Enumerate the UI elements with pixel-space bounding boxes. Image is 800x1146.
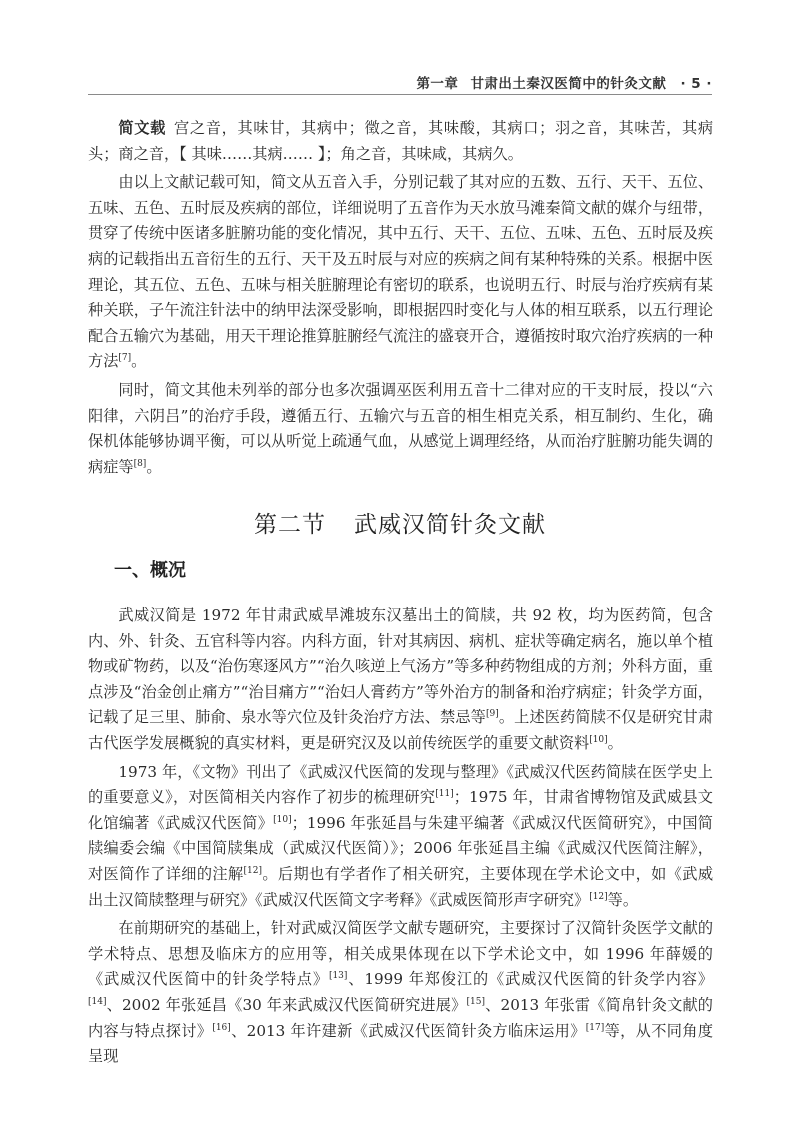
paragraph-text: 武威汉简是 1972 年甘肃武威旱滩坡东汉墓出土的简牍，共 92 枚，均为医药简，包含内、外、针灸、五官科等内容。内科方面，针对其病因、病机、症状等确定病名，施以单个植物或矿物药，以及“治伤寒逐风方”“治久咳逆上气汤方”等多种药物组成的方剂；外科方面，重点涉及“治金创止痛方”“治目痛方”“治妇人膏药方”等外治方的制备和治疗病症；针灸学方面，记载了足三里、肺俞、泉水等穴位及针灸治疗方法、禁忌等 (88, 606, 713, 727)
paragraph-text: 。后期也有学者作了相关研究，主要体现在学术论文中，如《武威出土汉简牍整理与研究》《武威汉代医简文字考释》《武威医简形声字研究》 (88, 864, 714, 909)
paragraph (88, 116, 713, 167)
citation: [13] (328, 971, 348, 982)
chapter-number: 第一章 (416, 76, 459, 92)
citation: [7] (118, 353, 132, 364)
citation: [11] (435, 789, 454, 800)
running-header-text (416, 72, 712, 90)
page-number: · 5 · (680, 76, 712, 92)
text-block-lower (88, 603, 713, 1073)
paragraph (88, 170, 713, 375)
paragraph (88, 603, 713, 757)
paragraph-text: 宫之音，其味甘，其病中；徵之音，其味酸，其病口；羽之音，其味苦，其病头；商之音，【 其味……其病…… 】；角之音，其味咸，其病久。 (88, 119, 714, 163)
section-heading (0, 506, 800, 539)
citation: [10] (589, 734, 608, 745)
citation: [10] (273, 814, 292, 825)
paragraph-text: 、1999 年郑俊江的《武威汉代医简的针灸学内容》 (347, 970, 714, 989)
paragraph-text: ；1996 年张延昌与朱建平编著《武威汉代医简研究》，中国简牍编委会编《中国简牍集成（武威汉代医简）》；2006 年张延昌主编《武威汉代医简注解》，对医简作了详细的注解 (88, 813, 713, 883)
citation: [9] (485, 709, 499, 720)
paragraph-end: 。 (607, 733, 623, 752)
chapter-title: 甘肃出土秦汉医简中的针灸文献 (470, 76, 667, 92)
paragraph-end: 。 (146, 457, 162, 476)
paragraph-text: ；1975 年，甘肃省博物馆及武威县文化馆编著《武威汉代医简》 (88, 788, 713, 832)
paragraph-text: 等，从不同角度呈现 (88, 1021, 714, 1066)
paragraph-text: 、2002 年张延昌《30 年来武威汉代医简研究进展》 (106, 995, 467, 1014)
section-title: 武威汉简针灸文献 (354, 512, 546, 538)
paragraph-label: 简文载 (118, 119, 167, 137)
citation: [12] (243, 865, 263, 876)
paragraph-text: 在前期研究的基础上，针对武威汉简医学文献专题研究，主要探讨了汉简针灸医学文献的学术特点、思想及临床方的应用等，相关成果体现在以下学术论文中，如 1996 年薛媛的《武威汉代医简中的针灸学特点》 (88, 919, 713, 989)
paragraph-text: 同时，简文其他未列举的部分也多次强调巫医利用五音十二律对应的干支时辰，投以“六阳律，六阴吕”的治疗手段，遵循五行、五输穴与五音的相生相克关系，相互制约、生化，确保机体能够协调平衡，可以从听觉上疏通气血，从感觉上调理经络，从而治疗脏腑功能失调的病症等 (88, 380, 713, 476)
paragraph-text: 1973 年，《文物》刊出了《武威汉代医简的发现与整理》《武威汉代医药简牍在医学史上的重要意义》，对医简相关内容作了初步的梳理研究 (88, 762, 713, 807)
paragraph (88, 760, 713, 914)
paragraph-text: 、2013 年许建新《武威汉代医简针灸方临床运用》 (230, 1021, 586, 1040)
section-number: 第二节 (254, 512, 326, 538)
paragraph-text: 。上述医药简牍不仅是研究甘肃古代医学发展概貌的真实材料，更是研究汉及以前传统医学的重要文献资料 (88, 708, 714, 752)
citation: [8] (133, 458, 147, 469)
text-block-upper (88, 116, 713, 483)
paragraph-end: 等。 (607, 890, 639, 909)
paragraph-text: 由以上文献记载可知，简文从五音入手，分别记载了其对应的五数、五行、天干、五位、五味、五色、五时辰及疾病的部位，详细说明了五音作为天水放马滩秦简文献的媒介与纽带，贯穿了传统中医诸多脏腑功能的变化情况，其中五行、天干、五位、五味、五色、五时辰及疾病的记载指出五音衍生的五行、天干及五时辰与对应的疾病之间有某种特殊的关系。根据中医理论，其五位、五色、五味与相关脏腑理论有密切的联系，也说明五行、时辰与治疗疾病有某种关联，子午流注针法中的纳甲法深受影响，即根据四时变化与人体的相互联系，以五行理论配合五输穴为基础，用天干理论推算脏腑经气流注的盛衰开合，遵循按时取穴治疗疾病的一种方法 (88, 173, 713, 371)
citation: [17] (585, 1022, 605, 1033)
citation: [12] (589, 891, 608, 902)
subsection-heading: 一、概况 (114, 560, 186, 581)
citation: [15] (466, 996, 485, 1007)
citation: [14] (88, 996, 107, 1007)
paragraph (88, 378, 713, 480)
paragraph-text: 、2013 年张雷《简帛针灸文献的内容与特点探讨》 (88, 995, 713, 1040)
paragraph-end: 。 (131, 352, 147, 371)
paragraph (88, 916, 713, 1070)
running-header (88, 68, 712, 95)
citation: [16] (212, 1022, 231, 1033)
